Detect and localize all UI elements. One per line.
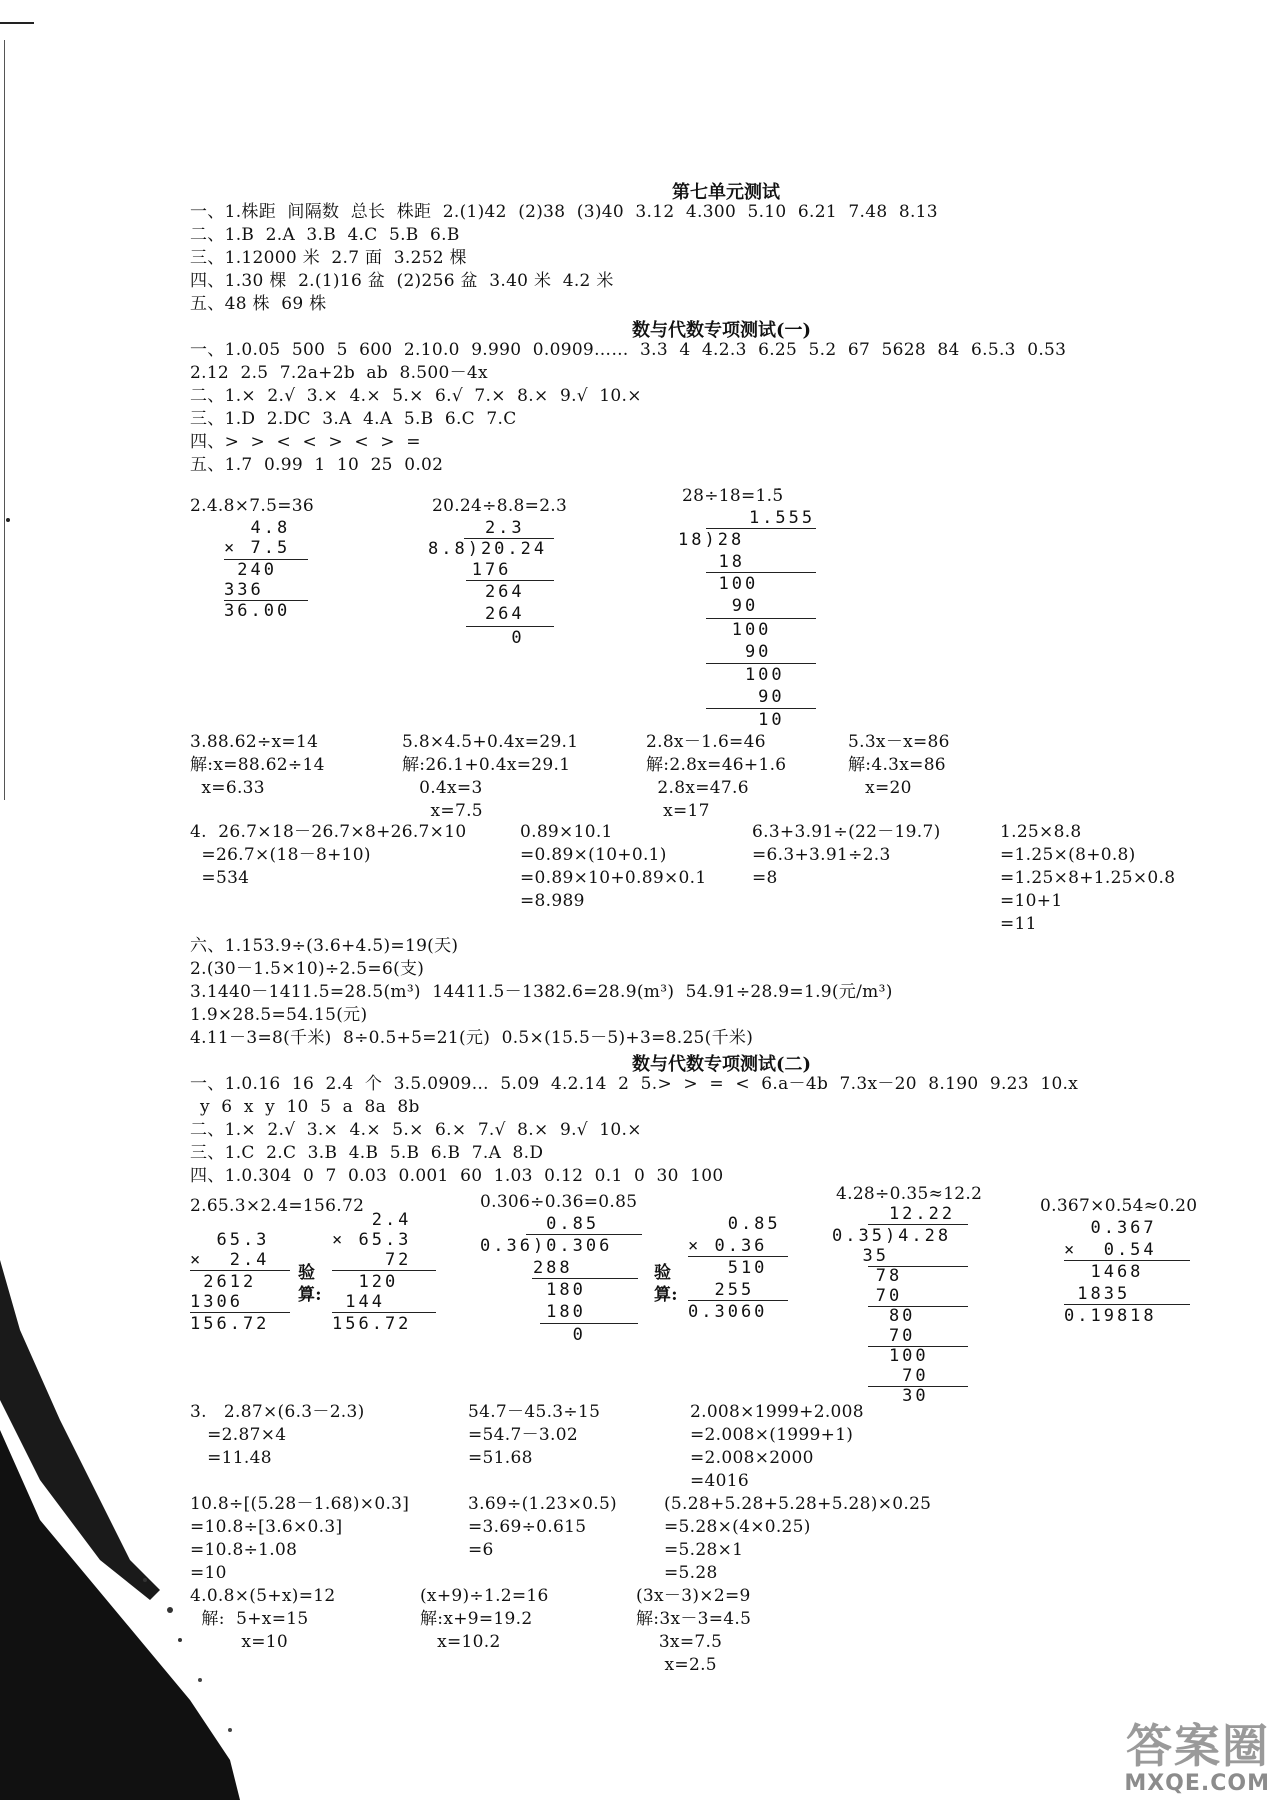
calc-line: × 2.4 xyxy=(190,1250,270,1270)
equation-line: 2.8x=47.6 xyxy=(646,778,749,798)
compute-line: =6.3+3.91÷2.3 xyxy=(752,845,891,865)
equation-line: 解:4.3x=86 xyxy=(848,755,946,775)
answer-line: y 6 x y 10 5 a 8a 8b xyxy=(200,1097,420,1117)
equation-line: 解: 5+x=15 xyxy=(190,1609,309,1629)
calc-line: 1835 xyxy=(1064,1284,1131,1304)
calc-header: 20.24÷8.8=2.3 xyxy=(432,496,568,516)
calc-line: 8.8)20.24 xyxy=(428,539,548,559)
answer-line: 三、1.C 2.C 3.B 4.B 5.B 6.B 7.A 8.D xyxy=(190,1143,544,1163)
equation-line: 5.8×4.5+0.4x=29.1 xyxy=(402,732,579,752)
answer-line: 2.12 2.5 7.2a+2b ab 8.500－4x xyxy=(190,363,488,383)
calc-line: 12.22 xyxy=(836,1204,956,1224)
calc-rule xyxy=(688,1300,788,1301)
calc-line: 70 xyxy=(836,1286,903,1306)
calc-line: 90 xyxy=(692,687,785,707)
calc-rule xyxy=(332,1270,436,1271)
answer-line: 4.11－3=8(千米) 8÷0.5+5=21(元) 0.5×(15.5－5)+3=8.25(千米) xyxy=(190,1028,754,1048)
calc-line: 264 xyxy=(432,582,525,602)
equation-line: x=2.5 xyxy=(636,1655,717,1675)
equation-line: (x+9)÷1.2=16 xyxy=(420,1586,549,1606)
calc-line: 0.36)0.306 xyxy=(480,1236,613,1256)
calc-line: 0.85 xyxy=(480,1214,600,1234)
calc-line: 2.4 xyxy=(332,1210,412,1230)
calc-header: 2.4.8×7.5=36 xyxy=(190,496,315,516)
calc-line: 0.35)4.28 xyxy=(832,1226,952,1246)
calc-line: 264 xyxy=(432,604,525,624)
compute-line: =5.28×(4×0.25) xyxy=(664,1517,811,1537)
calc-rule xyxy=(1064,1304,1190,1305)
equation-line: 4.0.8×(5+x)=12 xyxy=(190,1586,336,1606)
answer-line: 四、1.0.304 0 7 0.03 0.001 60 1.03 0.12 0.1 0 30 100 xyxy=(190,1166,724,1186)
calc-line: 10 xyxy=(692,710,785,730)
compute-line: 3.69÷(1.23×0.5) xyxy=(468,1494,617,1514)
answer-line: 四、1.30 棵 2.(1)16 盆 (2)256 盆 3.40 米 4.2 米 xyxy=(190,271,614,291)
answer-line: 三、1.12000 米 2.7 面 3.252 棵 xyxy=(190,248,467,268)
calc-line: 0.19818 xyxy=(1064,1306,1157,1326)
equation-line: 0.4x=3 xyxy=(402,778,483,798)
calc-line: 4.8 xyxy=(224,518,291,538)
answer-line: 四、> > < < > < > = xyxy=(190,432,421,452)
compute-line: 54.7－45.3÷15 xyxy=(468,1402,601,1422)
compute-line: =2.008×2000 xyxy=(690,1448,814,1468)
compute-line: =11.48 xyxy=(190,1448,272,1468)
equation-line: 解:x=88.62÷14 xyxy=(190,755,325,775)
calc-line: × 7.5 xyxy=(224,538,291,558)
compute-line: =0.89×(10+0.1) xyxy=(520,845,667,865)
compute-line: =1.25×(8+0.8) xyxy=(1000,845,1136,865)
calc-line: 36.00 xyxy=(224,601,291,621)
calc-line: 72 xyxy=(332,1250,412,1270)
watermark-text: 答案圈 xyxy=(1126,1719,1270,1773)
section-title-algebra-2: 数与代数专项测试(二) xyxy=(632,1054,812,1075)
calc-line: 1.555 xyxy=(696,508,816,528)
check-label: 验 算: xyxy=(298,1263,322,1305)
compute-line: =10.8÷[3.6×0.3] xyxy=(190,1517,343,1537)
calc-line: 180 xyxy=(480,1280,586,1300)
answer-line: 1.9×28.5=54.15(元) xyxy=(190,1005,368,1025)
calc-rule xyxy=(706,618,816,619)
answer-line: 五、1.7 0.99 1 10 25 0.02 xyxy=(190,455,444,475)
calc-rule xyxy=(706,572,816,573)
calc-line: 1468 xyxy=(1064,1262,1144,1282)
calc-rule xyxy=(706,708,816,709)
calc-line: 180 xyxy=(480,1302,586,1322)
equation-line: 2.8x－1.6=46 xyxy=(646,732,766,752)
calc-rule xyxy=(868,1224,968,1225)
compute-line: =54.7－3.02 xyxy=(468,1425,578,1445)
answer-line: 五、48 株 69 株 xyxy=(190,294,327,314)
calc-rule xyxy=(706,528,816,529)
compute-line: =8 xyxy=(752,868,778,888)
calc-line: 70 xyxy=(836,1366,929,1386)
calc-line: 78 xyxy=(836,1266,903,1286)
calc-line: 90 xyxy=(692,642,772,662)
equation-line: 5.3x－x=86 xyxy=(848,732,950,752)
compute-line: =6 xyxy=(468,1540,494,1560)
calc-line: 288 xyxy=(480,1258,573,1278)
calc-header: 28÷18=1.5̇ xyxy=(682,486,784,506)
calc-line: 1306 xyxy=(190,1292,243,1312)
compute-line: 0.89×10.1 xyxy=(520,822,613,842)
calc-line: 0 xyxy=(432,628,525,648)
calc-line: 120 xyxy=(332,1272,399,1292)
answer-line: 一、1.0.16 16 2.4 个 3.5.0909… 5.09 4.2.14 2 5.> > = < 6.a－4b 7.3x－20 8.190 9.23 10.x xyxy=(190,1074,1079,1094)
calc-rule xyxy=(332,1312,436,1313)
compute-line: =534 xyxy=(190,868,250,888)
calc-line: 70 xyxy=(836,1326,916,1346)
calc-line: 336 xyxy=(224,580,264,600)
check-label: 验 算: xyxy=(654,1263,678,1305)
watermark-url: MXQE.COM xyxy=(1124,1771,1270,1796)
answer-line: 一、1.株距 间隔数 总长 株距 2.(1)42 (2)38 (3)40 3.12 4.300 5.10 6.21 7.48 8.13 xyxy=(190,202,938,222)
calc-line: × 0.36 xyxy=(688,1236,768,1256)
calc-line: 65.3 xyxy=(190,1230,270,1250)
calc-rule xyxy=(1064,1260,1190,1261)
corner-mark xyxy=(0,22,34,24)
answer-line: 2.(30－1.5×10)÷2.5=6(支) xyxy=(190,959,425,979)
compute-line: =8.989 xyxy=(520,891,585,911)
calc-line: 35 xyxy=(836,1246,889,1266)
answer-line: 二、1.× 2.√ 3.× 4.× 5.× 6.√ 7.× 8.× 9.√ 10.× xyxy=(190,386,642,406)
compute-line: 3. 2.87×(6.3－2.3) xyxy=(190,1402,365,1422)
calc-header: 4.28÷0.35≈12.2 xyxy=(836,1184,983,1204)
calc-line: 18 xyxy=(692,552,745,572)
compute-line: (5.28+5.28+5.28+5.28)×0.25 xyxy=(664,1494,932,1514)
compute-line: =3.69÷0.615 xyxy=(468,1517,587,1537)
compute-line: =10+1 xyxy=(1000,891,1063,911)
equation-line: 解:x+9=19.2 xyxy=(420,1609,533,1629)
compute-line: =51.68 xyxy=(468,1448,533,1468)
compute-line: =2.87×4 xyxy=(190,1425,287,1445)
answer-line: 六、1.153.9÷(3.6+4.5)=19(天) xyxy=(190,936,459,956)
calc-line: 100 xyxy=(692,620,772,640)
calc-rule xyxy=(190,1270,290,1271)
calc-line: 0.3060 xyxy=(688,1302,768,1322)
calc-rule xyxy=(190,1312,290,1313)
calc-line: 156.72 xyxy=(190,1314,270,1334)
page-edge xyxy=(4,40,5,800)
compute-line: =26.7×(18－8+10) xyxy=(190,845,371,865)
calc-rule xyxy=(706,663,816,664)
equation-line: x=6.33 xyxy=(190,778,265,798)
compute-line: 4. 26.7×18－26.7×8+26.7×10 xyxy=(190,822,467,842)
answer-line: 3.1440－1411.5=28.5(m³) 14411.5－1382.6=28.9(m³) 54.91÷28.9=1.9(元/m³) xyxy=(190,982,893,1002)
compute-line: =10 xyxy=(190,1563,227,1583)
equation-line: (3x－3)×2=9 xyxy=(636,1586,751,1606)
calc-rule xyxy=(466,626,554,627)
equation-line: x=10 xyxy=(190,1632,288,1652)
calc-line: 255 xyxy=(688,1280,755,1300)
equation-line: 3.88.62÷x=14 xyxy=(190,732,319,752)
section-title-algebra-1: 数与代数专项测试(一) xyxy=(632,320,812,341)
calc-header: 0.367×0.54≈0.20 xyxy=(1040,1196,1198,1216)
calc-rule xyxy=(526,1234,642,1235)
calc-line: × 0.54 xyxy=(1064,1240,1157,1260)
calc-line: 80 xyxy=(836,1306,916,1326)
compute-line: =10.8÷1.08 xyxy=(190,1540,298,1560)
calc-rule xyxy=(688,1256,788,1257)
calc-rule xyxy=(466,580,554,581)
answer-line: 三、1.D 2.DC 3.A 4.A 5.B 6.C 7.C xyxy=(190,409,517,429)
compute-line: =1.25×8+1.25×0.8 xyxy=(1000,868,1176,888)
calc-line: 100 xyxy=(836,1346,929,1366)
compute-line: =5.28 xyxy=(664,1563,718,1583)
calc-line: 510 xyxy=(688,1258,768,1278)
compute-line: =2.008×(1999+1) xyxy=(690,1425,854,1445)
equation-line: x=20 xyxy=(848,778,912,798)
calc-line: 30 xyxy=(836,1386,929,1406)
calc-line: × 65.3 xyxy=(332,1230,412,1250)
calc-line: 156.72 xyxy=(332,1314,412,1334)
equation-line: x=10.2 xyxy=(420,1632,501,1652)
calc-line: 0.367 xyxy=(1064,1218,1157,1238)
calc-line: 176 xyxy=(432,560,512,580)
calc-line: 0.85 xyxy=(688,1214,781,1234)
equation-line: x=17 xyxy=(646,801,710,821)
compute-line: =5.28×1 xyxy=(664,1540,744,1560)
compute-line: =11 xyxy=(1000,914,1037,934)
equation-line: 解:2.8x=46+1.6 xyxy=(646,755,787,775)
calc-line: 2612 xyxy=(190,1272,257,1292)
equation-line: 解:26.1+0.4x=29.1 xyxy=(402,755,571,775)
calc-line: 18)28 xyxy=(678,530,745,550)
calc-header: 2.65.3×2.4=156.72 xyxy=(190,1196,365,1216)
calc-line: 100 xyxy=(692,665,785,685)
compute-line: 2.008×1999+2.008 xyxy=(690,1402,864,1422)
answer-line: 一、1.0.05 500 5 600 2.10.0 9.990 0.0909…… 3.3 4 4.2.3 6.25 5.2 67 5628 84 6.5.3 0.53 xyxy=(190,340,1067,360)
equation-line: 解:3x－3=4.5 xyxy=(636,1609,752,1629)
compute-line: 1.25×8.8 xyxy=(1000,822,1082,842)
compute-line: =0.89×10+0.89×0.1 xyxy=(520,868,707,888)
answer-line: 二、1.× 2.√ 3.× 4.× 5.× 6.× 7.√ 8.× 9.√ 10.× xyxy=(190,1120,642,1140)
calc-line: 2.3 xyxy=(432,518,525,538)
calc-line: 100 xyxy=(692,574,759,594)
calc-line: 0 xyxy=(480,1325,586,1345)
section-title-unit7: 第七单元测试 xyxy=(672,182,780,203)
compute-line: =4016 xyxy=(690,1471,750,1491)
calc-header: 0.306÷0.36=0.85 xyxy=(480,1192,638,1212)
calc-rule xyxy=(532,1278,638,1279)
compute-line: 10.8÷[(5.28－1.68)×0.3] xyxy=(190,1494,410,1514)
calc-line: 144 xyxy=(332,1292,385,1312)
calc-line: 90 xyxy=(692,596,759,616)
equation-line: 3x=7.5 xyxy=(636,1632,723,1652)
answer-line: 二、1.B 2.A 3.B 4.C 5.B 6.B xyxy=(190,225,460,245)
compute-line: 6.3+3.91÷(22－19.7) xyxy=(752,822,941,842)
calc-line: 240 xyxy=(224,560,277,580)
equation-line: x=7.5 xyxy=(402,801,483,821)
calc-rule xyxy=(540,1323,638,1324)
watermark-logo xyxy=(1090,1710,1270,1796)
